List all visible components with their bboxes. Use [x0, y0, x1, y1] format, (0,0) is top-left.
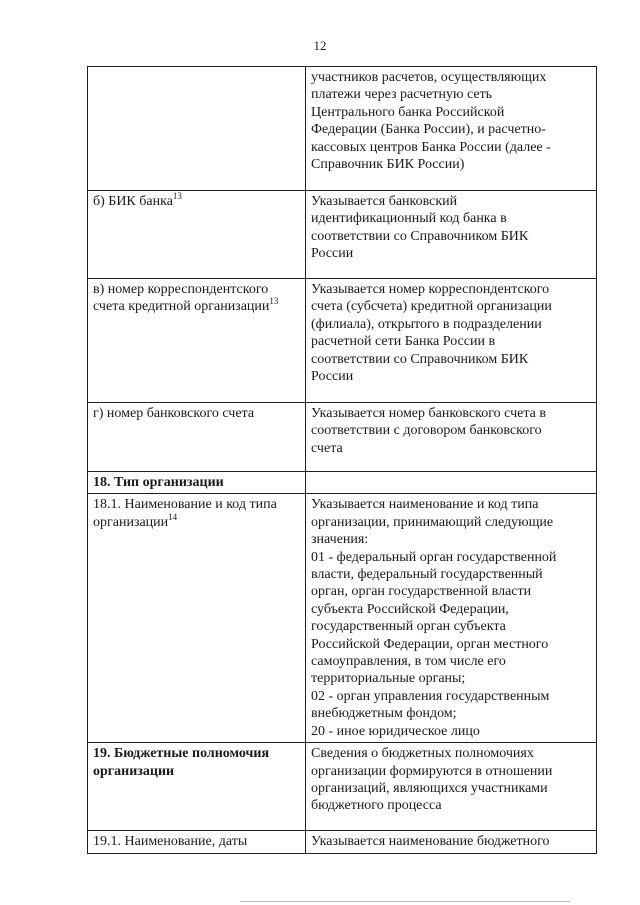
footnote-ref: 13	[172, 191, 182, 201]
table-row	[88, 403, 597, 472]
table-row	[88, 831, 597, 853]
field-name-cell: в) номер корреспондентского счета кредитной организации$^{13}$	[88, 279, 306, 403]
table-row	[88, 67, 597, 191]
field-name-cell: г) номер банковского счета	[88, 403, 306, 472]
table-row	[88, 494, 597, 743]
footnote-ref: 13	[269, 296, 279, 307]
field-description-cell: Указывается номер корреспондентского счета (субсчета) кредитной организации (филиала), открытого в подразделении расчетной сети Банка России в соответствии со Справочником БИК России	[306, 279, 597, 403]
footnote-ref: 14	[168, 511, 178, 522]
field-description-cell: Указывается банковский идентификационный код банка в соответствии со Справочником БИК России	[306, 191, 597, 279]
field-description-cell: Указывается наименование и код типа организации, принимающий следующие значения: 01 - федеральный орган государственной власти, федеральный государственный орган, орган государственной власти субъекта Российской Федерации, государственный орган субъекта Российской Федерации, орган местного самоуправления, в том числе его территориальные органы; 02 - орган управления государственным внебюджетным фондом; 20 - иное юридическое лицо	[306, 494, 597, 743]
section-heading-cell: 18. Тип организации	[88, 472, 306, 494]
table-row	[88, 472, 597, 494]
field-description-cell: участников расчетов, осуществляющих платежи через расчетную сеть Центрального банка Российской Федерации (Банка России), и расчетно- кассовых центров Банка России (далее - Справочник БИК России)	[306, 67, 597, 191]
field-name-cell: 18.1. Наименование и код типа организации$^{14}$	[88, 494, 306, 743]
field-description-cell	[306, 472, 597, 494]
requirements-table	[87, 66, 597, 854]
field-name-cell: б) БИК банка$^{13}$	[88, 191, 306, 279]
field-name-cell	[88, 67, 306, 191]
field-description-cell: Указывается наименование бюджетного	[306, 831, 597, 853]
table-row	[88, 279, 597, 403]
table-row	[88, 743, 597, 831]
section-heading-cell: 19. Бюджетные полномочия организации	[88, 743, 306, 831]
page-number: 12	[313, 38, 327, 53]
field-description-cell: Сведения о бюджетных полномочиях организации формируются в отношении организаций, являющихся участниками бюджетного процесса	[306, 743, 597, 831]
field-name-cell: 19.1. Наименование, даты	[88, 831, 306, 853]
scan-edge-line	[240, 901, 570, 902]
table-row	[88, 191, 597, 279]
field-description-cell: Указывается номер банковского счета в соответствии с договором банковского счета	[306, 403, 597, 472]
